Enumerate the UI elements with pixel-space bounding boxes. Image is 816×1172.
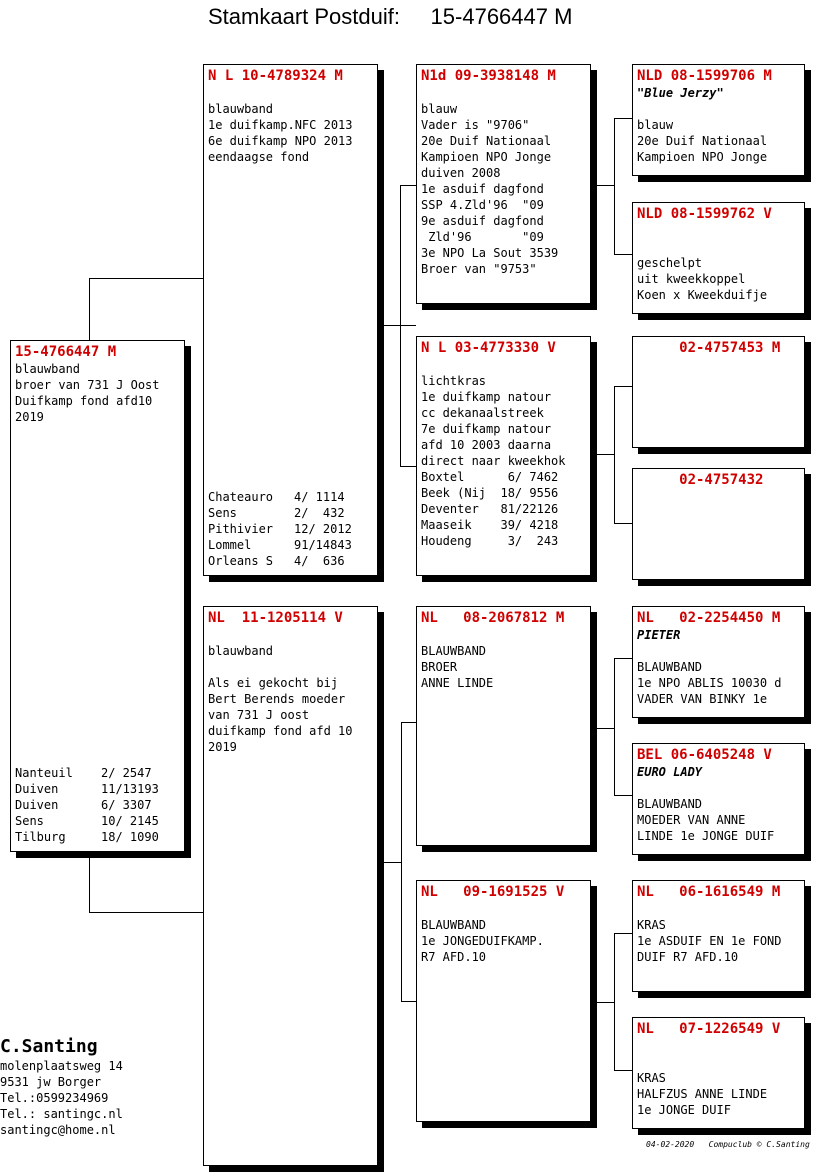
ring-number: NL 11-1205114 V <box>208 610 343 626</box>
owner-block <box>0 1036 123 1138</box>
result-row <box>15 829 159 845</box>
description-line <box>208 659 373 675</box>
race-placing: 2/ 2547 <box>101 766 152 780</box>
connector-line <box>401 1001 416 1002</box>
description-line: cc dekanaalstreek <box>421 406 544 420</box>
description-line: blauw <box>637 118 674 132</box>
race-placing: 10/ 2145 <box>101 814 159 828</box>
connector-line <box>401 722 416 723</box>
result-row <box>208 521 352 537</box>
owner-line: Tel.:0599234969 <box>0 1091 109 1105</box>
description-line <box>208 627 373 643</box>
description-line: BLAUWBAND <box>637 660 703 674</box>
description-line <box>421 357 586 373</box>
paternal-grandfather-card[interactable] <box>416 64 591 304</box>
race-placing: 18/ 1090 <box>101 830 159 844</box>
pigeon-description <box>637 1038 800 1118</box>
ring-number: N L 10-4789324 M <box>208 68 343 84</box>
description-line: KRAS <box>637 1071 666 1085</box>
description-line: 2019 <box>208 740 237 754</box>
description-line: 1e JONGEDUIFKAMP. <box>421 934 544 948</box>
ring-number: 15-4766447 M <box>15 344 117 360</box>
connector-line <box>89 912 204 913</box>
great-grandparent-card-8[interactable] <box>632 1017 805 1129</box>
ring-number: NL 06-1616549 M <box>637 884 781 900</box>
description-line: 1e JONGE DUIF <box>637 1103 731 1117</box>
race-location: Duiven <box>15 782 59 796</box>
maternal-grandfather-card[interactable] <box>416 606 591 846</box>
description-line <box>637 239 800 255</box>
description-line: 6e duifkamp NPO 2013 <box>208 134 353 148</box>
connector-line <box>614 254 632 255</box>
description-line <box>637 101 800 117</box>
race-location: Duiven <box>15 798 59 812</box>
ring-number: N L 03-4773330 V <box>421 340 556 356</box>
ring-number: NLD 08-1599762 V <box>637 206 772 222</box>
description-line: 1e duifkamp natour <box>421 390 552 404</box>
description-line: MOEDER VAN ANNE <box>637 813 746 827</box>
description-line: DUIF R7 AFD.10 <box>637 950 739 964</box>
description-line: Houdeng 3/ 243 <box>421 534 559 548</box>
connector-line <box>614 933 615 1071</box>
subject-pigeon-card[interactable] <box>10 340 185 852</box>
great-grandparent-card-5[interactable] <box>632 606 805 718</box>
race-placing: 6/ 3307 <box>101 798 152 812</box>
great-grandparent-card-7[interactable] <box>632 880 805 992</box>
race-location: Orleans S <box>208 554 274 568</box>
description-line: Broer van "9753" <box>421 262 537 276</box>
connector-line <box>597 185 615 186</box>
ring-number: BEL 06-6405248 V <box>637 747 772 763</box>
connector-line <box>614 523 632 524</box>
pigeon-description <box>637 901 800 965</box>
race-location: Nanteuil <box>15 766 73 780</box>
description-line: blauwband <box>208 102 274 116</box>
connector-line <box>400 466 416 467</box>
description-line: SSP 4.Zld'96 "09 <box>421 198 544 212</box>
race-location: Sens <box>208 506 237 520</box>
description-line: 2019 <box>15 410 44 424</box>
pigeon-description <box>637 780 800 844</box>
race-placing: 91/14843 <box>294 538 352 552</box>
description-line <box>637 780 800 796</box>
footer <box>646 1140 810 1149</box>
pigeon-description <box>208 627 373 755</box>
owner-address <box>0 1058 123 1138</box>
father-card[interactable] <box>203 64 378 576</box>
race-placing: 12/ 2012 <box>294 522 352 536</box>
description-line: 1e asduif dagfond <box>421 182 544 196</box>
owner-line: santingc@home.nl <box>0 1123 116 1137</box>
description-line: van 731 J oost <box>208 708 310 722</box>
description-line <box>421 85 586 101</box>
description-line: Kampioen NPO Jonge <box>637 150 768 164</box>
race-location: Sens <box>15 814 44 828</box>
description-line: Beek (Nij 18/ 9556 <box>421 486 559 500</box>
great-grandparent-card-1[interactable] <box>632 64 805 176</box>
result-row <box>15 797 159 813</box>
connector-line <box>597 454 615 455</box>
pigeon-description <box>637 643 800 707</box>
description-line: blauw <box>421 102 458 116</box>
description-line: Bert Berends moeder <box>208 692 346 706</box>
pigeon-description <box>208 85 373 165</box>
connector-line <box>597 1002 615 1003</box>
ring-number: NLD 08-1599706 M <box>637 68 772 84</box>
connector-line <box>614 386 615 524</box>
description-line: HALFZUS ANNE LINDE <box>637 1087 768 1101</box>
description-line: uit kweekkoppel <box>637 272 746 286</box>
connector-line <box>614 1070 632 1071</box>
description-line: 1e NPO ABLIS 10030 d <box>637 676 782 690</box>
description-line: 20e Duif Nationaal <box>637 134 768 148</box>
description-line: 9e asduif dagfond <box>421 214 544 228</box>
description-line <box>637 1054 800 1070</box>
description-line <box>637 1038 800 1054</box>
ring-number: 02-4757432 <box>637 472 764 488</box>
connector-line <box>614 795 632 796</box>
footer-date: 04-02-2020 <box>646 1140 695 1149</box>
ring-number: NL 02-2254450 M <box>637 610 781 626</box>
great-grandparent-card-4[interactable] <box>632 468 805 580</box>
maternal-grandmother-card[interactable] <box>416 880 591 1122</box>
description-line: 20e Duif Nationaal <box>421 134 552 148</box>
result-row <box>15 765 159 781</box>
pigeon-description <box>15 361 180 425</box>
description-line: broer van 731 J Oost <box>15 378 160 392</box>
pigeon-name: PIETER <box>637 628 681 642</box>
description-line: Deventer 81/22126 <box>421 502 559 516</box>
ring-number: NL 07-1226549 V <box>637 1021 781 1037</box>
description-line: Als ei gekocht bij <box>208 676 339 690</box>
connector-line <box>614 118 632 119</box>
connector-line <box>400 185 401 467</box>
pigeon-name: "Blue Jerzy" <box>637 86 724 100</box>
connector-line <box>597 728 615 729</box>
result-row <box>208 505 352 521</box>
description-line: blauwband <box>208 644 274 658</box>
description-line: R7 AFD.10 <box>421 950 487 964</box>
race-placing: 4/ 1114 <box>294 490 345 504</box>
description-line <box>421 901 586 917</box>
race-location: Tilburg <box>15 830 66 844</box>
description-line: duiven 2008 <box>421 166 501 180</box>
connector-line <box>400 185 416 186</box>
description-line: BLAUWBAND <box>421 644 487 658</box>
race-results <box>15 765 159 845</box>
paternal-grandmother-card[interactable] <box>416 336 591 576</box>
description-line: eendaagse fond <box>208 150 310 164</box>
connector-line <box>89 278 204 279</box>
description-line <box>421 627 586 643</box>
result-row <box>208 553 352 569</box>
description-line: Vader is "9706" <box>421 118 530 132</box>
description-line <box>637 901 800 917</box>
ring-number: NL 09-1691525 V <box>421 884 565 900</box>
result-row <box>15 781 159 797</box>
description-line: Kampioen NPO Jonge <box>421 150 552 164</box>
description-line: VADER VAN BINKY 1e <box>637 692 768 706</box>
ring-number: 02-4757453 M <box>637 340 781 356</box>
connector-line <box>614 118 615 254</box>
connector-line <box>384 862 402 863</box>
connector-line <box>89 278 90 340</box>
connector-line <box>614 658 632 659</box>
race-location: Pithivier <box>208 522 274 536</box>
description-line: BROER <box>421 660 458 674</box>
description-line: KRAS <box>637 918 666 932</box>
owner-name: C.Santing <box>0 1036 98 1057</box>
description-line <box>208 85 373 101</box>
description-line: Koen x Kweekduifje <box>637 288 768 302</box>
pigeon-description <box>637 101 800 165</box>
description-line: Maaseik 39/ 4218 <box>421 518 559 532</box>
description-line: direct naar kweekhok <box>421 454 566 468</box>
owner-line: Tel.: santingc.nl <box>0 1107 123 1121</box>
connector-line <box>614 933 632 934</box>
description-line <box>637 643 800 659</box>
description-line: 7e duifkamp natour <box>421 422 552 436</box>
race-location: Lommel <box>208 538 252 552</box>
description-line: geschelpt <box>637 256 703 270</box>
race-results <box>208 489 352 569</box>
description-line: 3e NPO La Sout 3539 <box>421 246 559 260</box>
page-title: Stamkaart Postduif: 15-4766447 M <box>208 4 573 29</box>
pigeon-description <box>421 627 586 691</box>
description-line: ANNE LINDE <box>421 676 494 690</box>
connector-line <box>614 658 615 796</box>
race-placing: 11/13193 <box>101 782 159 796</box>
pigeon-description <box>637 223 800 303</box>
description-line: Duifkamp fond afd10 <box>15 394 153 408</box>
pigeon-description <box>421 901 586 965</box>
description-line: duifkamp fond afd 10 <box>208 724 353 738</box>
description-line <box>637 223 800 239</box>
race-placing: 4/ 636 <box>294 554 345 568</box>
ring-number: NL 08-2067812 M <box>421 610 565 626</box>
great-grandparent-card-2[interactable] <box>632 202 805 314</box>
result-row <box>208 537 352 553</box>
description-line: Zld'96 "09 <box>421 230 544 244</box>
description-line: BLAUWBAND <box>637 797 703 811</box>
owner-line: molenplaatsweg 14 <box>0 1059 123 1073</box>
description-line: blauwband <box>15 362 81 376</box>
mother-card[interactable] <box>203 606 378 1166</box>
result-row <box>15 813 159 829</box>
footer-credit: Compuclub © C.Santing <box>708 1140 810 1149</box>
pigeon-description <box>421 357 586 549</box>
pigeon-name: EURO LADY <box>637 765 703 779</box>
description-line: afd 10 2003 daarna <box>421 438 552 452</box>
description-line: lichtkras <box>421 374 487 388</box>
description-line: BLAUWBAND <box>421 918 487 932</box>
description-line: 1e duifkamp.NFC 2013 <box>208 118 353 132</box>
ring-number: N1d 09-3938148 M <box>421 68 556 84</box>
connector-line <box>614 386 632 387</box>
great-grandparent-card-6[interactable] <box>632 743 805 855</box>
description-line: LINDE 1e JONGE DUIF <box>637 829 775 843</box>
owner-line: 9531 jw Borger <box>0 1075 102 1089</box>
description-line: Boxtel 6/ 7462 <box>421 470 559 484</box>
race-placing: 2/ 432 <box>294 506 345 520</box>
description-line: 1e ASDUIF EN 1e FOND <box>637 934 782 948</box>
race-location: Chateauro <box>208 490 274 504</box>
great-grandparent-card-3[interactable] <box>632 336 805 448</box>
connector-line <box>89 852 90 912</box>
pigeon-description <box>421 85 586 277</box>
connector-line <box>401 722 402 1002</box>
result-row <box>208 489 352 505</box>
